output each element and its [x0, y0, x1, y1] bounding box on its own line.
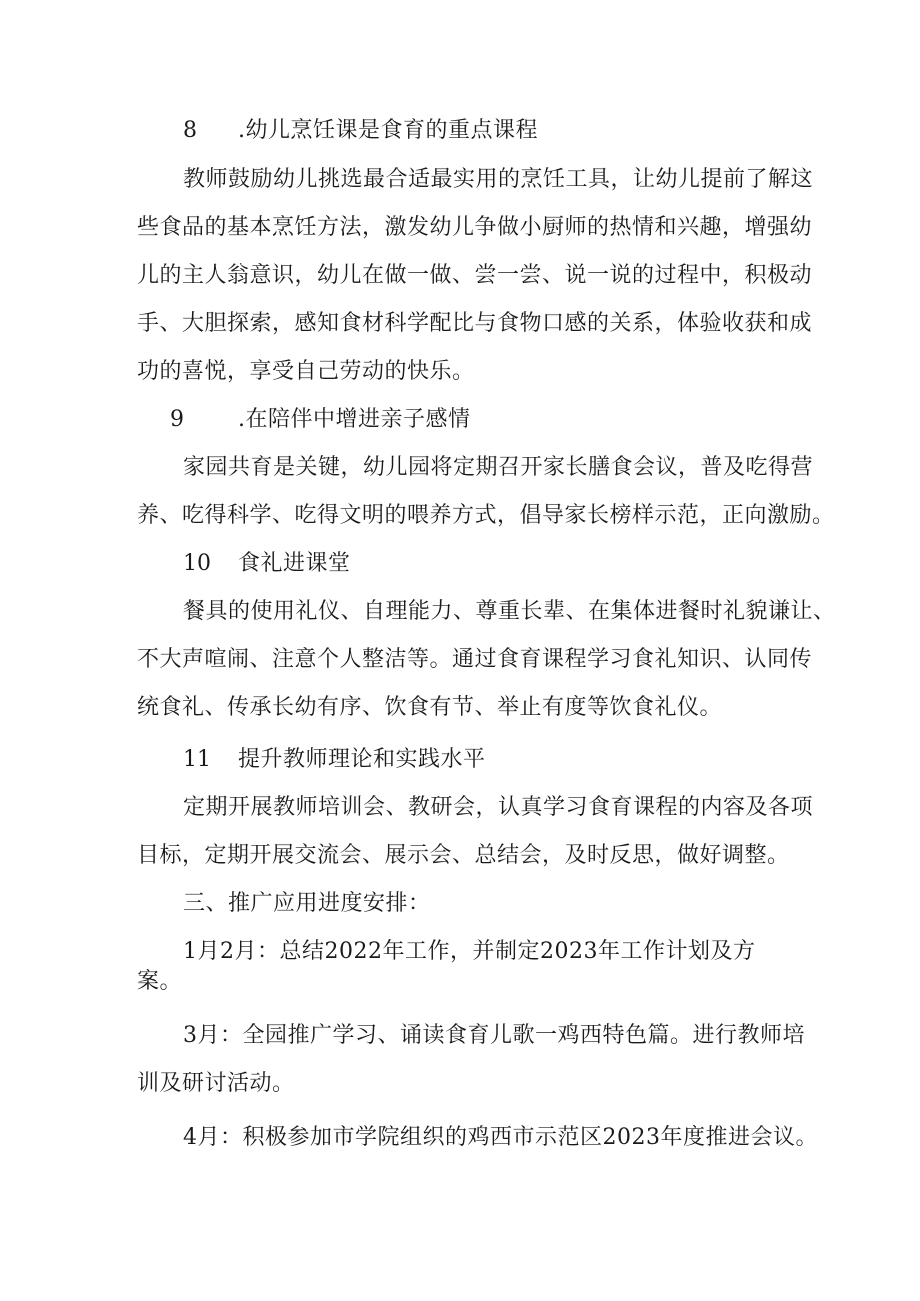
- section-8-line-1: 教师鼓励幼儿挑选最合适最实用的烹饪工具，让幼儿提前了解这: [183, 167, 814, 192]
- section-10-title: 食礼进课堂: [238, 551, 351, 576]
- schedule-item-2-line-1: 3月：全园推广学习、诵读食育儿歌一鸡西特色篇。进行教师培: [183, 1023, 805, 1048]
- section-8-number: 8: [183, 118, 197, 143]
- section-10-number: 10: [183, 551, 211, 576]
- schedule-item-1-line-1: 1月2月：总结2022年工作，并制定2023年工作计划及方: [183, 939, 756, 964]
- section-8-line-3: 儿的主人翁意识，幼儿在做一做、尝一尝、说一说的过程中，积极动: [137, 263, 813, 288]
- section-10-line-2: 不大声喧闹、注意个人整洁等。通过食育课程学习食礼知识、认同传: [137, 647, 813, 672]
- section-8-line-4: 手、大胆探索，感知食材科学配比与食物口感的关系，体验收获和成: [137, 311, 813, 336]
- section-9-line-1: 家园共育是关键，幼儿园将定期召开家长膳食会议，普及吃得营: [183, 455, 814, 480]
- schedule-item-2-line-2: 训及研讨活动。: [137, 1071, 295, 1096]
- section-8-title: .幼儿烹饪课是食育的重点课程: [238, 118, 538, 143]
- schedule-item-3-line-1: 4月：积极参加市学院组织的鸡西市示范区2023年度推进会议。: [183, 1125, 818, 1150]
- section-11-line-2: 目标，定期开展交流会、展示会、总结会，及时反思，做好调整。: [137, 843, 790, 868]
- section-9-title: .在陪伴中增进亲子感情: [238, 407, 471, 432]
- section-10-line-1: 餐具的使用礼仪、自理能力、尊重长辈、在集体进餐时礼貌谦让、: [183, 599, 836, 624]
- section-11-number: 11: [183, 747, 211, 772]
- schedule-item-1-line-2: 案。: [137, 969, 183, 994]
- section-11-title: 提升教师理论和实践水平: [238, 747, 486, 772]
- section-9-line-2: 养、吃得科学、吃得文明的喂养方式，倡导家长榜样示范，正向激励。: [137, 503, 835, 528]
- schedule-heading: 三、推广应用进度安排：: [183, 891, 431, 916]
- section-9-number: 9: [170, 407, 184, 432]
- section-8-line-2: 些食品的基本烹饪方法，激发幼儿争做小厨师的热情和兴趣，增强幼: [137, 215, 813, 240]
- section-8-line-5: 功的喜悦，享受自己劳动的快乐。: [137, 359, 475, 384]
- section-10-line-3: 统食礼、传承长幼有序、饮食有节、举止有度等饮食礼仪。: [137, 695, 723, 720]
- section-11-line-1: 定期开展教师培训会、教研会，认真学习食育课程的内容及各项: [183, 795, 814, 820]
